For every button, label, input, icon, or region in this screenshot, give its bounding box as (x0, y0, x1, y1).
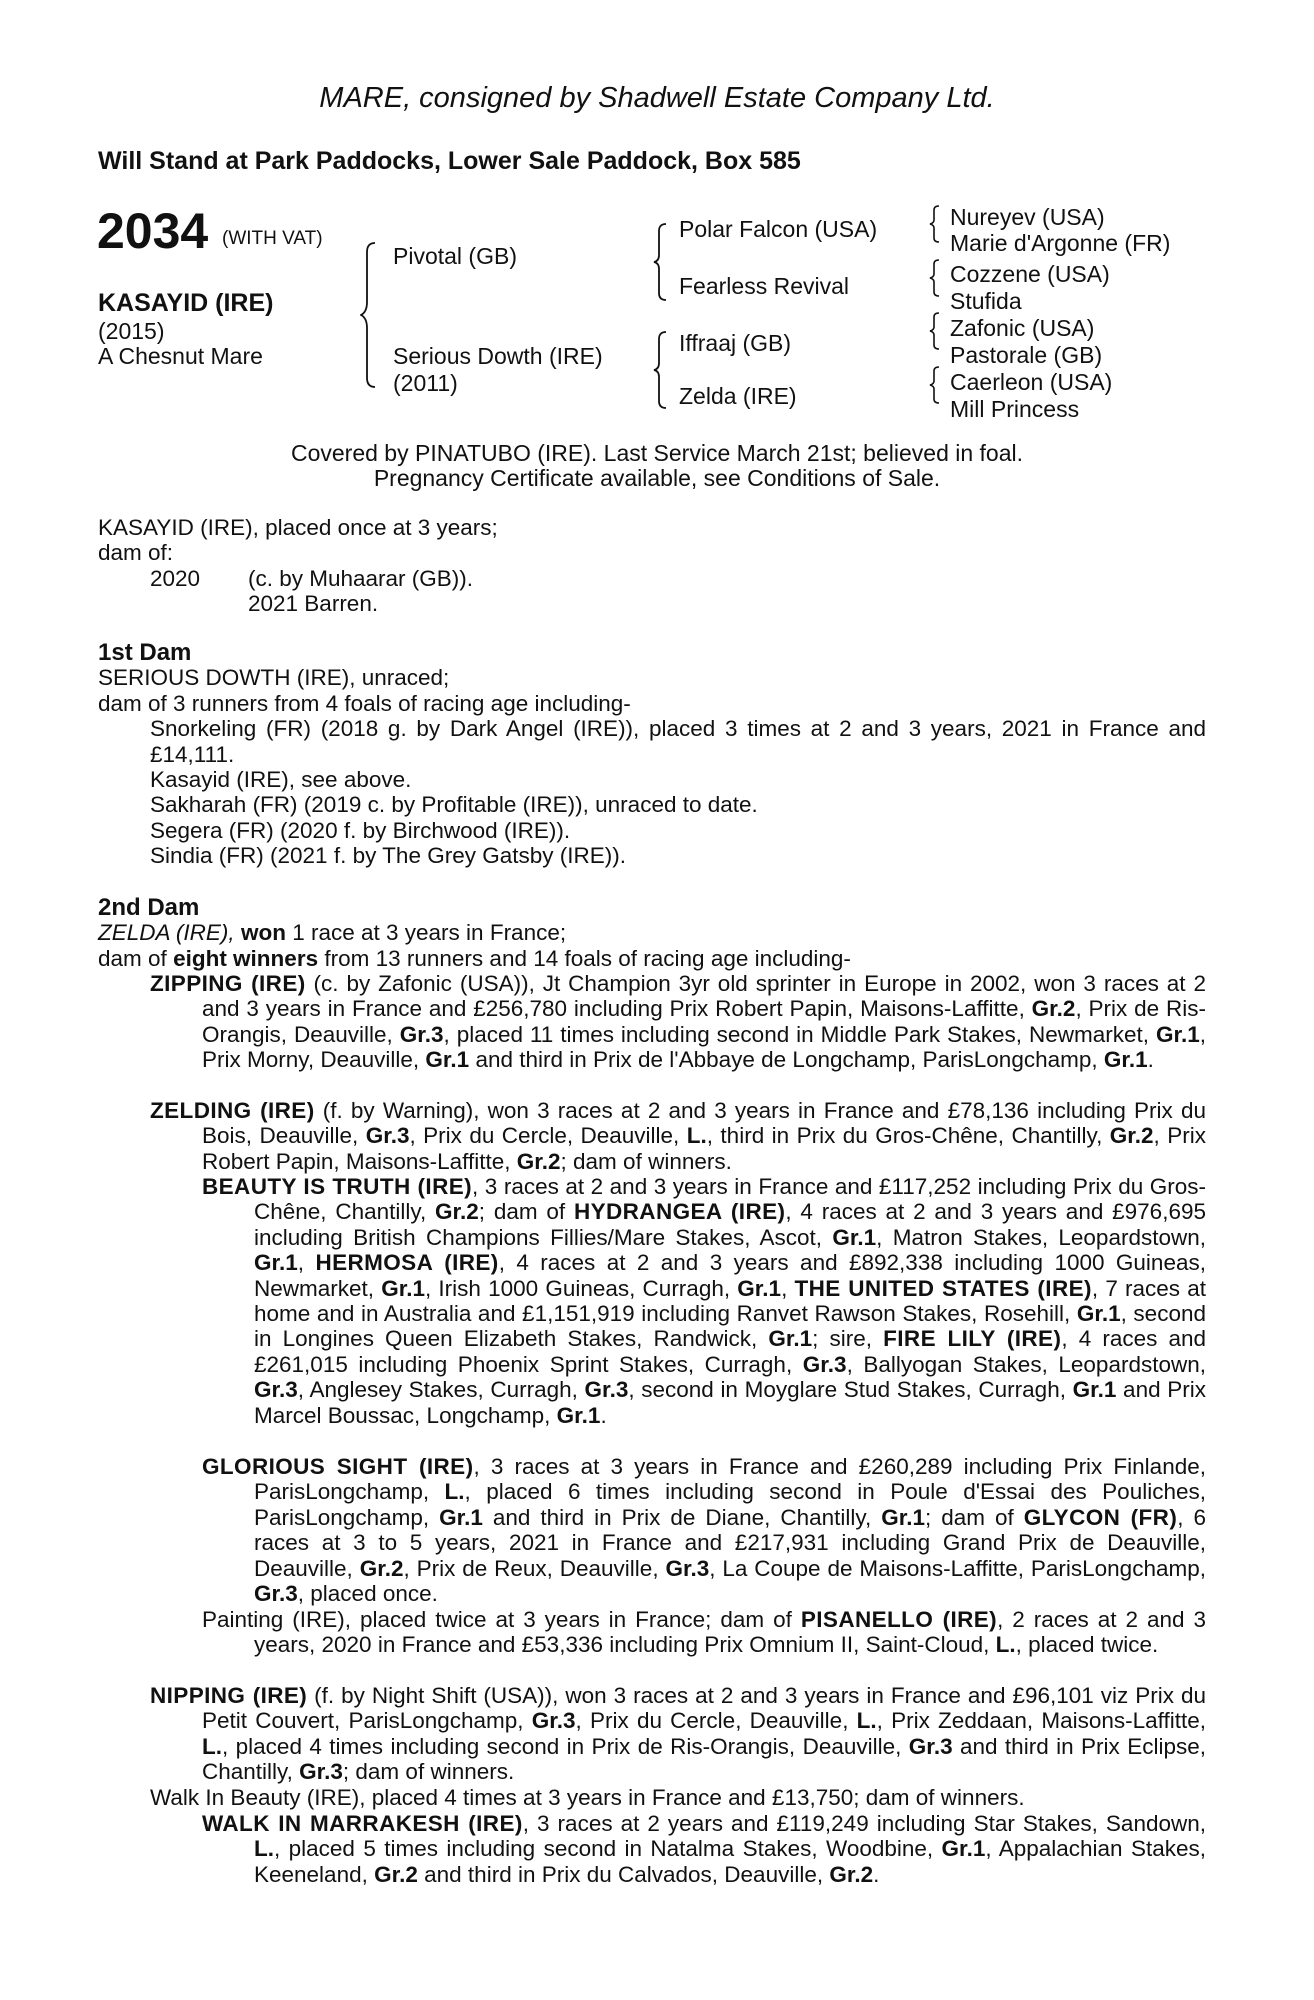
pedigree-g3-1: Nureyev (USA) (950, 204, 1105, 230)
pedigree-dam-dam: Zelda (IRE) (679, 383, 797, 409)
first-dam-heading: 1st Dam (98, 639, 192, 666)
horse-year: (2015) (98, 318, 165, 344)
stand-location: Will Stand at Park Paddocks, Lower Sale Paddock, Box 585 (98, 147, 801, 175)
pedigree-dam-sire: Iffraaj (GB) (679, 330, 792, 356)
covered-line-2: Pregnancy Certificate available, see Conditions of Sale. (373, 465, 941, 491)
descendant-zipping: ZIPPING (IRE) (c. by Zafonic (USA)), Jt Champion 3yr old sprinter in Europe in 2002, won 3 races at 2 and 3 years in France and £256,780 including Prix Robert Papin, Maisons-Laffitte, Gr.2, Prix de Ris-Orangis, Deauville, Gr.3, placed 11 times including second in Middle Park Stakes, Newmarket, Gr.1, Prix Morny, Deauville, Gr.1 and third in Prix de l'Abbaye de Longchamp, ParisLongchamp, Gr.1. (150, 971, 1206, 1073)
second-dam-line-1: ZELDA (IRE), won 1 race at 3 years in France; (98, 920, 567, 946)
eight-winners-label: eight winners (173, 945, 319, 971)
won-label: won (240, 920, 286, 946)
lot-number: 2034 (97, 203, 209, 259)
produce-entry (98, 566, 498, 591)
descendant-glorious-sight: GLORIOUS SIGHT (IRE), 3 races at 3 years in France and £260,289 including Prix Finlande, ParisLongchamp, L., placed 6 times including second in Poule d'Essai des Pouliches, ParisLongchamp, Gr.1 and third in Prix de Diane, Chantilly, Gr.1; dam of GLYCON (FR), 6 races at 3 to 5 years, 2021 in France and £217,931 including Grand Prix de Deauville, Deauville, Gr.2, Prix de Reux, Deauville, Gr.3, La Coupe de Maisons-Laffitte, ParisLongchamp, Gr.3, placed once. (202, 1454, 1206, 1607)
pedigree-brace-g3-3 (928, 311, 942, 351)
pedigree-brace-g3-1 (928, 204, 942, 244)
descendant-zelding: ZELDING (IRE) (f. by Warning), won 3 races at 2 and 3 years in France and £78,136 including Prix du Bois, Deauville, Gr.3, Prix du Cercle, Deauville, L., third in Prix du Gros-Chêne, Chantilly, Gr.2, Prix Robert Papin, Maisons-Laffitte, Gr.2; dam of winners. (150, 1098, 1206, 1174)
produce-entry-text: (c. by Muhaarar (GB)). (248, 565, 474, 591)
second-dam-name: ZELDA (IRE), (98, 920, 235, 946)
covered-line-1: Covered by PINATUBO (IRE). Last Service March 21st; believed in foal. (290, 440, 1024, 466)
pedigree-sire: Pivotal (GB) (393, 243, 517, 269)
pedigree-g3-8: Mill Princess (950, 396, 1080, 422)
second-dam-heading: 2nd Dam (98, 894, 200, 921)
horse-description: A Chesnut Mare (98, 343, 263, 369)
produce-barren: 2021 Barren. (248, 591, 379, 617)
descendant-painting: Painting (IRE), placed twice at 3 years in France; dam of PISANELLO (IRE), 2 races at 2 and 3 years, 2020 in France and £53,336 including Prix Omnium II, Saint-Cloud, L., placed twice. (202, 1607, 1206, 1658)
pedigree-g3-4: Stufida (950, 288, 1022, 314)
produce-dam-of: dam of: (98, 540, 174, 566)
pedigree-dam: Serious Dowth (IRE) (393, 343, 603, 369)
pedigree-brace-sire (652, 222, 670, 302)
descendant-beauty-is-truth: BEAUTY IS TRUTH (IRE), 3 races at 2 and 3 years in France and £117,252 including Prix du Gros-Chêne, Chantilly, Gr.2; dam of HYDRANGEA (IRE), 4 races at 2 and 3 years and £976,695 including British Champions Fillies/Mare Stakes, Ascot, Gr.1, Matron Stakes, Leopardstown, Gr.1, HERMOSA (IRE), 4 races at 2 and 3 years and £892,338 including 1000 Guineas, Newmarket, Gr.1, Irish 1000 Guineas, Curragh, Gr.1, THE UNITED STATES (IRE), 7 races at home and in Australia and £1,151,919 including Ranvet Rawson Stakes, Rosehill, Gr.1, second in Longines Queen Elizabeth Stakes, Randwick, Gr.1; sire, FIRE LILY (IRE), 4 races and £261,015 including Phoenix Sprint Stakes, Curragh, Gr.3, Ballyogan Stakes, Leopardstown, Gr.3, Anglesey Stakes, Curragh, Gr.3, second in Moyglare Stud Stakes, Curragh, Gr.1 and Prix Marcel Boussac, Longchamp, Gr.1. (202, 1174, 1207, 1428)
first-dam-entry: Snorkeling (FR) (2018 g. by Dark Angel (IRE)), placed 3 times at 2 and 3 years, 2021 in France and £14,111. (150, 716, 1206, 767)
produce-record (98, 515, 498, 617)
pedigree-brace-g3-2 (928, 258, 942, 298)
first-dam-entry: Sindia (FR) (2021 f. by The Grey Gatsby (IRE)). (150, 843, 626, 869)
first-dam-entry: Segera (FR) (2020 f. by Birchwood (IRE)). (150, 817, 571, 843)
pedigree-g3-2: Marie d'Argonne (FR) (950, 230, 1171, 256)
pedigree-sire-dam: Fearless Revival (679, 273, 849, 299)
descendant-walk-in-marrakesh: WALK IN MARRAKESH (IRE), 3 races at 2 years and £119,249 including Star Stakes, Sandown, L., placed 5 times including second in Natalma Stakes, Woodbine, Gr.1, Appalachian Stakes, Keeneland, Gr.2 and third in Prix du Calvados, Deauville, Gr.2. (202, 1811, 1206, 1887)
first-dam-section (98, 640, 1206, 869)
second-dam-line-2: dam of eight winners from 13 runners and 14 foals of racing age including- (98, 945, 851, 971)
produce-year: 2020 (150, 565, 201, 591)
horse-name: KASAYID (IRE) (98, 289, 274, 317)
pedigree-brace-dam (652, 330, 670, 410)
pedigree-dam-year: (2011) (393, 370, 458, 396)
first-dam-line-1: SERIOUS DOWTH (IRE), unraced; (98, 665, 450, 691)
descendant-walk-in-beauty: Walk In Beauty (IRE), placed 4 times at 3 years in France and £13,750; dam of winners. (150, 1785, 1025, 1810)
pedigree-brace-g3-4 (928, 365, 942, 405)
descendant-nipping: NIPPING (IRE) (f. by Night Shift (USA)), won 3 races at 2 and 3 years in France and £96,101 viz Prix du Petit Couvert, ParisLongchamp, Gr.3, Prix du Cercle, Deauville, L., Prix Zeddaan, Maisons-Laffitte, L., placed 4 times including second in Prix de Ris-Orangis, Deauville, Gr.3 and third in Prix Eclipse, Chantilly, Gr.3; dam of winners. (150, 1683, 1206, 1785)
first-dam-entry: Kasayid (IRE), see above. (150, 767, 412, 793)
pedigree-g3-7: Caerleon (USA) (950, 369, 1113, 395)
pedigree-brace-main (360, 240, 380, 390)
page-title: MARE, consigned by Shadwell Estate Company Ltd. (319, 82, 995, 114)
pedigree-g3-3: Cozzene (USA) (950, 261, 1110, 287)
second-dam-section (98, 895, 1206, 971)
pedigree-g3-5: Zafonic (USA) (950, 315, 1095, 341)
produce-intro: KASAYID (IRE), placed once at 3 years; (98, 515, 498, 540)
first-dam-entry: Sakharah (FR) (2019 c. by Profitable (IRE)), unraced to date. (150, 792, 758, 818)
first-dam-line-2: dam of 3 runners from 4 foals of racing age including- (98, 690, 631, 716)
pedigree-g3-6: Pastorale (GB) (950, 342, 1103, 368)
vat-label: (WITH VAT) (222, 228, 323, 249)
pedigree-sire-sire: Polar Falcon (USA) (679, 216, 878, 242)
